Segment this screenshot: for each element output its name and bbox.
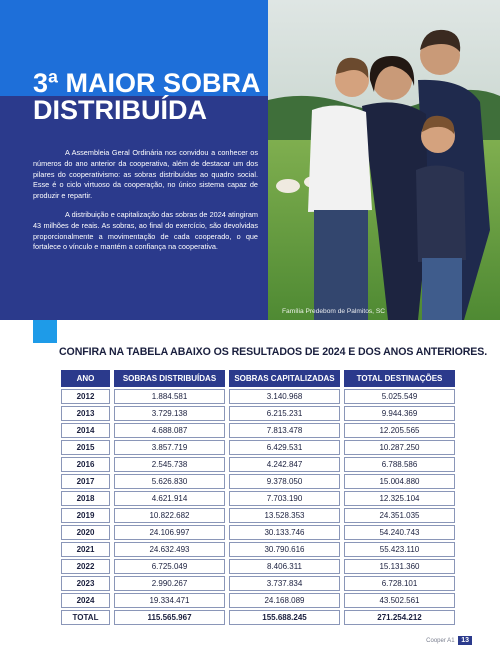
cell-total: 12.205.565	[344, 423, 455, 438]
cell-distributed: 4.621.914	[114, 491, 225, 506]
cell-distributed: 3.729.138	[114, 406, 225, 421]
cell-year-total: TOTAL	[61, 610, 110, 625]
cell-total: 43.502.561	[344, 593, 455, 608]
page-footer	[426, 636, 472, 645]
page-title	[33, 70, 261, 124]
cell-capitalized: 8.406.311	[229, 559, 340, 574]
column-header-year: ANO	[61, 370, 110, 387]
cell-distributed: 10.822.682	[114, 508, 225, 523]
cell-year: 2012	[61, 389, 110, 404]
cell-total: 24.351.035	[344, 508, 455, 523]
intro-text	[33, 148, 258, 253]
page-title-line2: DISTRIBUÍDA	[33, 95, 207, 125]
column-header-capitalized: SOBRAS CAPITALIZADAS	[229, 370, 340, 387]
cell-distributed: 2.990.267	[114, 576, 225, 591]
accent-square	[33, 320, 57, 343]
table-body	[61, 389, 455, 625]
family-photo	[268, 0, 500, 320]
table-row	[61, 508, 455, 523]
table-row	[61, 457, 455, 472]
cell-total: 15.131.360	[344, 559, 455, 574]
cell-distributed: 1.884.581	[114, 389, 225, 404]
cell-year: 2023	[61, 576, 110, 591]
cell-capitalized: 4.242.847	[229, 457, 340, 472]
cell-distributed: 4.688.087	[114, 423, 225, 438]
table-row	[61, 542, 455, 557]
table-row	[61, 491, 455, 506]
cell-distributed-total: 115.565.967	[114, 610, 225, 625]
cell-year: 2022	[61, 559, 110, 574]
cell-year: 2021	[61, 542, 110, 557]
cell-year: 2017	[61, 474, 110, 489]
intro-paragraph-2: A distribuição e capitalização das sobras de 2024 atingiram 43 milhões de reais. As sobras, ao final do exercício, são devolvidas proporcionalmente a movimentação de cada cooperado, o que fortalece o vínculo e mantém a confiança na cooperativa.	[33, 209, 258, 252]
page-title-line1: 3ª MAIOR SOBRA	[33, 68, 261, 98]
cell-total-total: 271.254.212	[344, 610, 455, 625]
page-number: 13	[458, 636, 472, 645]
table-heading: CONFIRA NA TABELA ABAIXO OS RESULTADOS DE 2024 E DOS ANOS ANTERIORES.	[59, 346, 488, 358]
column-header-total: TOTAL DESTINAÇÕES	[344, 370, 455, 387]
cell-total: 5.025.549	[344, 389, 455, 404]
table-row	[61, 406, 455, 421]
cell-capitalized: 3.737.834	[229, 576, 340, 591]
cell-total: 12.325.104	[344, 491, 455, 506]
photo-caption: Família Predebom de Palmitos, SC	[282, 308, 385, 315]
hero-section	[0, 0, 500, 320]
cell-capitalized: 13.528.353	[229, 508, 340, 523]
cell-capitalized-total: 155.688.245	[229, 610, 340, 625]
cell-capitalized: 6.215.231	[229, 406, 340, 421]
table-row	[61, 389, 455, 404]
cell-capitalized: 7.813.478	[229, 423, 340, 438]
title-panel	[0, 0, 268, 320]
cell-total: 6.788.586	[344, 457, 455, 472]
table-row	[61, 423, 455, 438]
table-header-row	[61, 370, 455, 387]
cell-total: 54.240.743	[344, 525, 455, 540]
table-row	[61, 525, 455, 540]
cell-distributed: 24.632.493	[114, 542, 225, 557]
table-total-row	[61, 610, 455, 625]
cell-distributed: 3.857.719	[114, 440, 225, 455]
family-photo-illustration	[268, 0, 500, 320]
cell-total: 6.728.101	[344, 576, 455, 591]
cell-total: 55.423.110	[344, 542, 455, 557]
table-row	[61, 440, 455, 455]
cell-capitalized: 6.429.531	[229, 440, 340, 455]
cell-distributed: 6.725.049	[114, 559, 225, 574]
cell-year: 2024	[61, 593, 110, 608]
footer-brand: Cooper A1	[426, 638, 455, 644]
table-row	[61, 474, 455, 489]
cell-total: 10.287.250	[344, 440, 455, 455]
cell-total: 15.004.880	[344, 474, 455, 489]
cell-distributed: 24.106.997	[114, 525, 225, 540]
cell-distributed: 2.545.738	[114, 457, 225, 472]
cell-capitalized: 9.378.050	[229, 474, 340, 489]
cell-year: 2018	[61, 491, 110, 506]
cell-capitalized: 7.703.190	[229, 491, 340, 506]
cell-total: 9.944.369	[344, 406, 455, 421]
cell-distributed: 5.626.830	[114, 474, 225, 489]
cell-year: 2015	[61, 440, 110, 455]
column-header-distributed: SOBRAS DISTRIBUÍDAS	[114, 370, 225, 387]
cell-capitalized: 30.133.746	[229, 525, 340, 540]
cell-capitalized: 24.168.089	[229, 593, 340, 608]
cell-year: 2016	[61, 457, 110, 472]
cell-distributed: 19.334.471	[114, 593, 225, 608]
cell-year: 2020	[61, 525, 110, 540]
cell-capitalized: 30.790.616	[229, 542, 340, 557]
results-table	[57, 368, 459, 627]
cell-year: 2019	[61, 508, 110, 523]
cell-capitalized: 3.140.968	[229, 389, 340, 404]
table-row	[61, 593, 455, 608]
table-row	[61, 559, 455, 574]
cell-year: 2014	[61, 423, 110, 438]
intro-paragraph-1: A Assembleia Geral Ordinária nos convidou a conhecer os números do ano anterior da cooperativa, além de destacar um dos pilares do cooperativismo: as sobras distribuídas ao quadro social. Esse é o ciclo virtuoso da cooperação, no único sistema capaz de produzir e repartir.	[33, 148, 258, 201]
cell-year: 2013	[61, 406, 110, 421]
table-row	[61, 576, 455, 591]
